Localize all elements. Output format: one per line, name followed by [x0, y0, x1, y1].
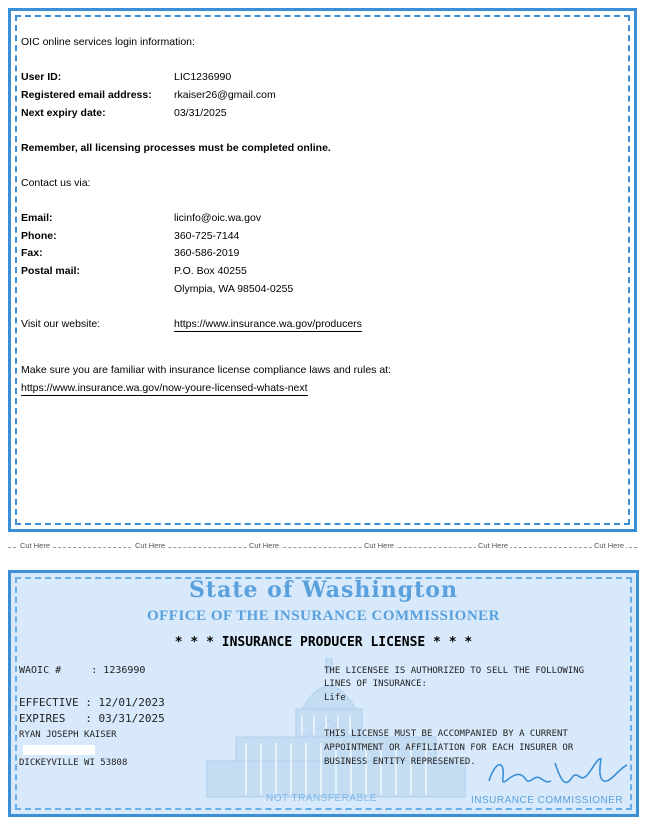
expiry-label: Next expiry date:: [21, 107, 106, 119]
appointment-line-2: APPOINTMENT OR AFFILIATION FOR EACH INSURER OR: [324, 743, 574, 753]
contact-intro: Contact us via:: [21, 177, 91, 189]
cut-line: [8, 547, 637, 548]
appointment-line-1: THIS LICENSE MUST BE ACCOMPANIED BY A CURRENT: [324, 729, 568, 739]
letter-panel: [8, 8, 637, 532]
appointment-line-3: BUSINESS ENTITY REPRESENTED.: [324, 757, 476, 767]
effective-label: EFFECTIVE :: [19, 696, 99, 709]
expires-date: 03/31/2025: [98, 712, 165, 725]
contact-email-value: licinfo@oic.wa.gov: [174, 212, 262, 224]
effective-row: [19, 696, 165, 709]
phone-label: Phone:: [21, 230, 57, 242]
cut-here-label: Cut Here: [135, 541, 166, 550]
commissioner-signature: [481, 751, 631, 797]
contact-email-label: Email:: [21, 212, 53, 224]
license-title: * * * INSURANCE PRODUCER LICENSE * * *: [174, 635, 473, 650]
licensee-city: DICKEYVILLE WI 53808: [19, 758, 128, 768]
insurance-commissioner-text: INSURANCE COMMISSIONER: [471, 795, 624, 806]
lines-of-insurance: Life: [324, 693, 346, 703]
website-link[interactable]: https://www.insurance.wa.gov/producers: [174, 318, 362, 330]
cut-here-label: Cut Here: [249, 541, 280, 550]
website-label: Visit our website:: [21, 318, 101, 330]
waoic-row: [19, 665, 145, 676]
not-transferable-text: NOT TRANSFERABLE: [266, 793, 377, 804]
fax-label: Fax:: [21, 247, 43, 259]
cut-here-label: Cut Here: [478, 541, 509, 550]
user-id-value: LIC1236990: [174, 71, 232, 83]
expiry-value: 03/31/2025: [174, 107, 227, 119]
license-card: [8, 570, 639, 817]
state-title: State of Washington: [189, 577, 458, 603]
authorized-line-1: THE LICENSEE IS AUTHORIZED TO SELL THE FOLLOWING: [324, 666, 585, 676]
waoic-number: 1236990: [103, 665, 146, 676]
phone-value: 360-725-7144: [174, 230, 240, 242]
redacted-address: [23, 745, 95, 755]
postal-mail-line1: P.O. Box 40255: [174, 265, 247, 277]
compliance-text: Make sure you are familiar with insurance license compliance laws and rules at:: [21, 364, 392, 376]
expires-row: [19, 712, 165, 725]
effective-date: 12/01/2023: [98, 696, 165, 709]
email-value: rkaiser26@gmail.com: [174, 89, 276, 101]
licensee-name: RYAN JOSEPH KAISER: [19, 730, 117, 740]
waoic-label: WAOIC # :: [19, 665, 104, 676]
online-reminder: Remember, all licensing processes must be completed online.: [21, 142, 331, 154]
login-intro: OIC online services login information:: [21, 36, 195, 48]
expires-label: EXPIRES :: [19, 712, 99, 725]
cut-here-label: Cut Here: [594, 541, 625, 550]
compliance-link[interactable]: https://www.insurance.wa.gov/now-youre-licensed-whats-next: [21, 382, 308, 394]
office-title: OFFICE OF THE INSURANCE COMMISSIONER: [146, 608, 501, 624]
cut-here-label: Cut Here: [364, 541, 395, 550]
fax-value: 360-586-2019: [174, 247, 240, 259]
email-label: Registered email address:: [21, 89, 152, 101]
cut-here-label: Cut Here: [20, 541, 51, 550]
postal-mail-line2: Olympia, WA 98504-0255: [174, 283, 294, 295]
user-id-label: User ID:: [21, 71, 62, 83]
postal-mail-label: Postal mail:: [21, 265, 80, 277]
authorized-line-2: LINES OF INSURANCE:: [324, 679, 427, 689]
